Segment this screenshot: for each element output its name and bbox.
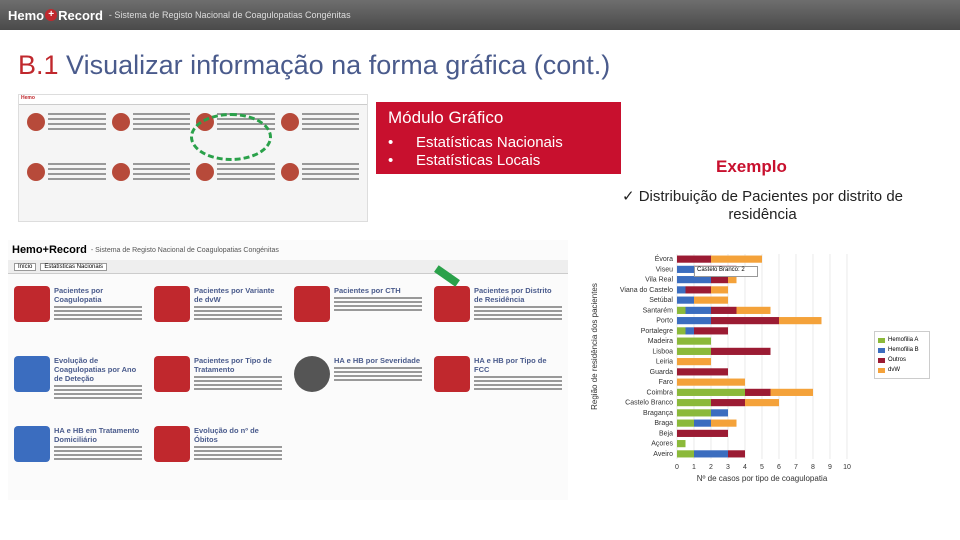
- people-icon: [154, 426, 190, 462]
- exemplo-label: Exemplo: [716, 157, 787, 176]
- dvw-icon: [154, 286, 190, 322]
- first-aid-icon: [154, 356, 190, 392]
- bar-segment: [694, 450, 728, 457]
- legend-entry: [878, 365, 926, 375]
- y-tick-label: Porto: [656, 317, 673, 325]
- y-tick-label: Aveiro: [653, 450, 673, 458]
- legend-label: Hemofilia B: [888, 347, 919, 353]
- slide-title: [18, 50, 610, 81]
- bar-segment: [711, 256, 762, 263]
- syringe-icon: [14, 286, 50, 322]
- bar-segment: [677, 358, 711, 365]
- x-tick-label: 0: [675, 464, 679, 471]
- calendar-icon: [14, 356, 50, 392]
- legend-swatch: [878, 338, 885, 343]
- thumbnail-item: [27, 163, 106, 207]
- bar-segment: [677, 389, 745, 396]
- bar-segment: [711, 276, 728, 283]
- bar-segment: [771, 389, 814, 396]
- card-dvw[interactable]: Pacientes por Variante de dvW: [154, 286, 282, 346]
- logo-cross-icon: +: [45, 9, 57, 21]
- x-tick-label: 2: [709, 464, 713, 471]
- thumbnail-item: [27, 113, 106, 157]
- bar-segment: [686, 307, 712, 314]
- bar-segment: [779, 317, 822, 324]
- stats-card-grid: [8, 274, 568, 498]
- y-tick-label: Madeira: [647, 338, 673, 346]
- y-tick-label: Évora: [654, 256, 673, 264]
- y-tick-label: Leiria: [655, 358, 673, 366]
- chart-legend: [874, 331, 930, 379]
- app-logo[interactable]: [8, 8, 103, 23]
- y-tick-label: Vila Real: [645, 276, 673, 284]
- thumbnail-item: [196, 163, 275, 207]
- bar-segment: [686, 327, 695, 334]
- bar-segment: [677, 307, 686, 314]
- app-header: [0, 0, 960, 30]
- y-tick-label: Braga: [654, 420, 673, 428]
- bar-segment: [694, 327, 728, 334]
- bar-segment: [728, 276, 737, 283]
- x-tick-label: 3: [726, 464, 730, 471]
- x-tick-label: 9: [828, 464, 832, 471]
- y-tick-label: Bragança: [643, 409, 673, 417]
- bar-segment: [677, 327, 686, 334]
- highlight-ellipse: [190, 113, 272, 161]
- bar-segment: [677, 348, 711, 355]
- legend-entry: [878, 335, 926, 345]
- bar-segment: [677, 399, 711, 406]
- y-tick-label: Setúbal: [649, 297, 673, 305]
- thumbnail-item: [281, 163, 360, 207]
- y-tick-label: Lisboa: [652, 348, 673, 356]
- vial-icon: [434, 356, 470, 392]
- x-tick-label: 6: [777, 464, 781, 471]
- y-axis-label: Região de residência dos pacientes: [590, 283, 599, 410]
- card-domiciliario[interactable]: HA e HB em Tratamento Domiciliário: [14, 426, 142, 486]
- bar-segment: [686, 286, 712, 293]
- legend-label: dvW: [888, 367, 900, 373]
- modulo-heading: Módulo Gráfico: [388, 108, 504, 127]
- screen-subtitle: - Sistema de Registo Nacional de Coagulopatias Congénitas: [90, 246, 279, 254]
- bar-segment: [677, 297, 694, 304]
- bar-segment: [711, 307, 737, 314]
- chart-tooltip: Castelo Branco: 2: [694, 266, 758, 277]
- legend-entry: [878, 355, 926, 365]
- legend-label: Outros: [888, 357, 907, 363]
- bar-segment: [711, 420, 737, 427]
- bar-segment: [677, 317, 711, 324]
- screen-header: [8, 240, 568, 260]
- bar-segment: [677, 286, 686, 293]
- y-tick-label: Faro: [658, 379, 673, 387]
- title-text: Visualizar informação na forma gráfica (cont.): [66, 50, 611, 80]
- bar-segment: [677, 409, 711, 416]
- thumbnail-grid: [19, 105, 367, 215]
- bar-segment: [711, 286, 728, 293]
- y-tick-label: Portalegre: [640, 327, 673, 335]
- bar-segment: [677, 276, 711, 283]
- y-tick-label: Açores: [651, 440, 673, 448]
- bar-segment: [677, 450, 694, 457]
- y-tick-label: Guarda: [649, 368, 673, 376]
- example-description: ✓ Distribuição de Pacientes por distrito de residência: [621, 188, 904, 223]
- bar-segment: [677, 379, 745, 386]
- thumbnail-item: [112, 113, 191, 157]
- x-axis-label: Nº de casos por tipo de coagulopatia: [696, 474, 828, 483]
- y-tick-label: Castelo Branco: [625, 399, 673, 407]
- card-tratamento[interactable]: Pacientes por Tipo de Tratamento: [154, 356, 282, 416]
- card-evolucao[interactable]: Evolução de Coagulopatias por Ano de Deteção: [14, 356, 142, 416]
- card-coagulopatia[interactable]: Pacientes por Coagulopatia: [14, 286, 142, 346]
- bar-segment: [711, 409, 728, 416]
- app-subtitle: - Sistema de Registo Nacional de Coagulopatias Congénitas: [108, 10, 351, 20]
- bar-segment: [711, 348, 771, 355]
- card-severidade[interactable]: HA e HB por Severidade: [294, 356, 422, 416]
- bar-segment: [677, 420, 694, 427]
- thumbnail-item: [112, 163, 191, 207]
- bar-segment: [677, 266, 694, 273]
- card-fcc[interactable]: HA e HB por Tipo de FCC: [434, 356, 562, 416]
- legend-label: Hemofilia A: [888, 337, 919, 343]
- bar-segment: [728, 450, 745, 457]
- bar-segment: [711, 399, 745, 406]
- gauge-icon: [294, 356, 330, 392]
- stats-screen: [8, 240, 568, 500]
- x-tick-label: 8: [811, 464, 815, 471]
- card-obitos[interactable]: Evolução do nº de Óbitos: [154, 426, 282, 486]
- screen-logo[interactable]: Hemo+Record: [12, 244, 87, 256]
- x-tick-label: 7: [794, 464, 798, 471]
- thumbnail-item: [281, 113, 360, 157]
- y-tick-label: Viana do Castelo: [619, 286, 673, 294]
- logo-left: Hemo: [8, 7, 45, 23]
- thumbnail-header: Hemo: [19, 95, 367, 105]
- x-tick-label: 10: [843, 464, 851, 471]
- screen-breadcrumb: [8, 260, 568, 274]
- bar-segment: [694, 420, 711, 427]
- y-tick-label: Beja: [658, 430, 673, 438]
- bar-segment: [745, 399, 779, 406]
- modulo-item: • Estatísticas Locais: [388, 152, 541, 169]
- y-tick-label: Coimbra: [646, 389, 673, 397]
- legend-swatch: [878, 348, 885, 353]
- title-number: B.1: [18, 50, 59, 80]
- legend-entry: [878, 345, 926, 355]
- y-tick-label: Santarém: [642, 307, 673, 315]
- legend-swatch: [878, 358, 885, 363]
- x-tick-label: 4: [743, 464, 747, 471]
- card-cth[interactable]: Pacientes por CTH: [294, 286, 422, 346]
- bar-segment: [694, 297, 728, 304]
- x-tick-label: 5: [760, 464, 764, 471]
- legend-swatch: [878, 368, 885, 373]
- building-icon: [14, 426, 50, 462]
- y-tick-label: Viseu: [655, 266, 673, 274]
- bar-segment: [677, 440, 686, 447]
- bar-segment: [737, 307, 771, 314]
- modulo-item: • Estatísticas Nacionais: [388, 134, 563, 151]
- bar-segment: [711, 317, 779, 324]
- logo-right: Record: [58, 7, 103, 23]
- bar-segment: [677, 256, 711, 263]
- card-distrito[interactable]: Pacientes por Distrito de Residência: [434, 286, 562, 346]
- x-tick-label: 1: [692, 464, 696, 471]
- module-menu-thumbnail: [18, 94, 368, 222]
- breadcrumb-home[interactable]: Início: [14, 263, 36, 271]
- modulo-grafico-box: [376, 102, 621, 174]
- hospital-icon: [294, 286, 330, 322]
- bar-segment: [677, 368, 728, 375]
- bar-segment: [745, 389, 771, 396]
- bar-segment: [677, 338, 711, 345]
- bar-segment: [677, 430, 728, 437]
- syringe-icon: [434, 286, 470, 322]
- breadcrumb-stats[interactable]: Estatísticas Nacionais: [40, 263, 107, 271]
